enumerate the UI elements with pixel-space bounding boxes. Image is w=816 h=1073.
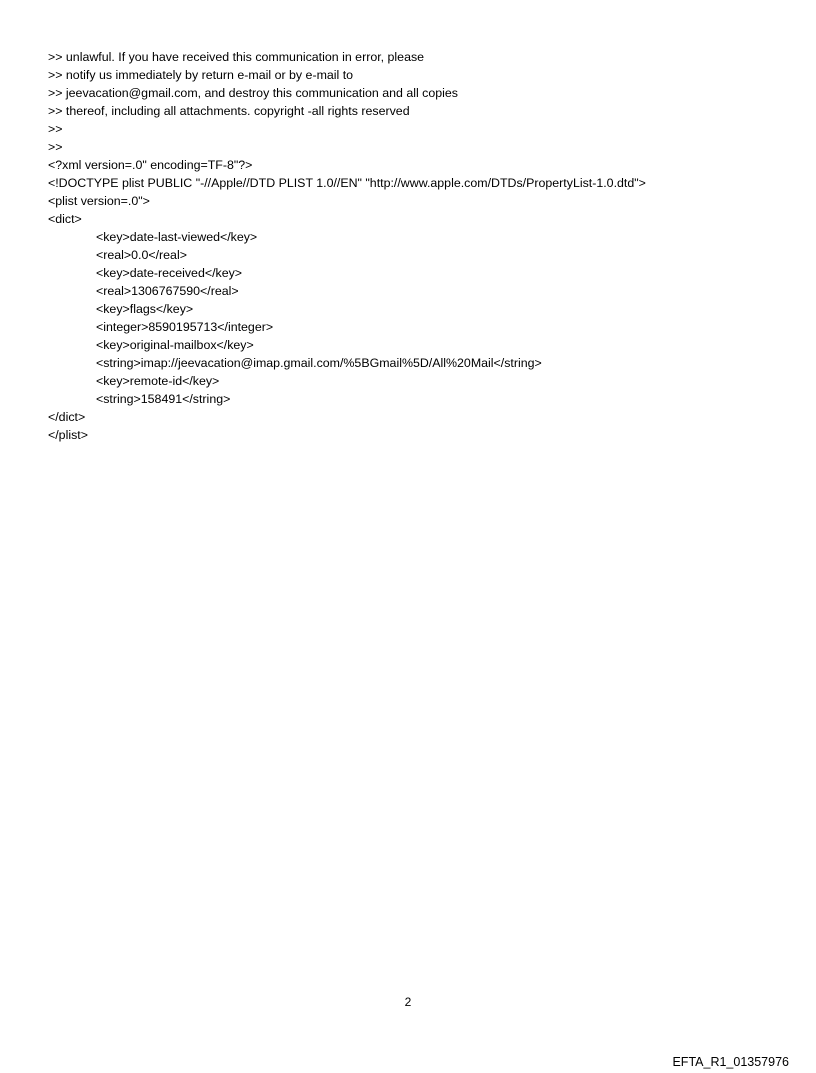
plist-entry-line: <string>158491</string> xyxy=(96,392,231,406)
email-quote-line: >> xyxy=(48,140,63,154)
document-id: EFTA_R1_01357976 xyxy=(672,1055,789,1069)
plist-entry-line: <key>flags</key> xyxy=(96,302,194,316)
plist-entry-line: <key>date-received</key> xyxy=(96,266,243,280)
email-quote-line: >> xyxy=(48,122,63,136)
page-number: 2 xyxy=(404,995,412,1009)
plist-header-line: <!DOCTYPE plist PUBLIC "-//Apple//DTD PLIST 1.0//EN" "http://www.apple.com/DTDs/PropertyList-1.0.dtd"> xyxy=(48,176,646,190)
email-quote-line: >> thereof, including all attachments. copyright -all rights reserved xyxy=(48,104,410,118)
plist-footer-line: </dict> xyxy=(48,410,86,424)
email-quote-line: >> jeevacation@gmail.com, and destroy this communication and all copies xyxy=(48,86,458,100)
plist-entry-line: <key>remote-id</key> xyxy=(96,374,220,388)
plist-entry-line: <string>imap://jeevacation@imap.gmail.com/%5BGmail%5D/All%20Mail</string> xyxy=(96,356,542,370)
document-body xyxy=(48,48,788,444)
email-quote-line: >> notify us immediately by return e-mail or by e-mail to xyxy=(48,68,354,82)
plist-header-line: <dict> xyxy=(48,212,82,226)
plist-entry-line: <key>date-last-viewed</key> xyxy=(96,230,258,244)
plist-entry-line: <real>0.0</real> xyxy=(96,248,187,262)
plist-entry-line: <integer>8590195713</integer> xyxy=(96,320,274,334)
plist-entry-line: <key>original-mailbox</key> xyxy=(96,338,254,352)
email-quote-line: >> unlawful. If you have received this communication in error, please xyxy=(48,50,425,64)
plist-footer-line: </plist> xyxy=(48,428,88,442)
plist-header-line: <plist version=.0"> xyxy=(48,194,150,208)
plist-header-line: <?xml version=.0" encoding=TF-8"?> xyxy=(48,158,253,172)
plist-entry-line: <real>1306767590</real> xyxy=(96,284,239,298)
